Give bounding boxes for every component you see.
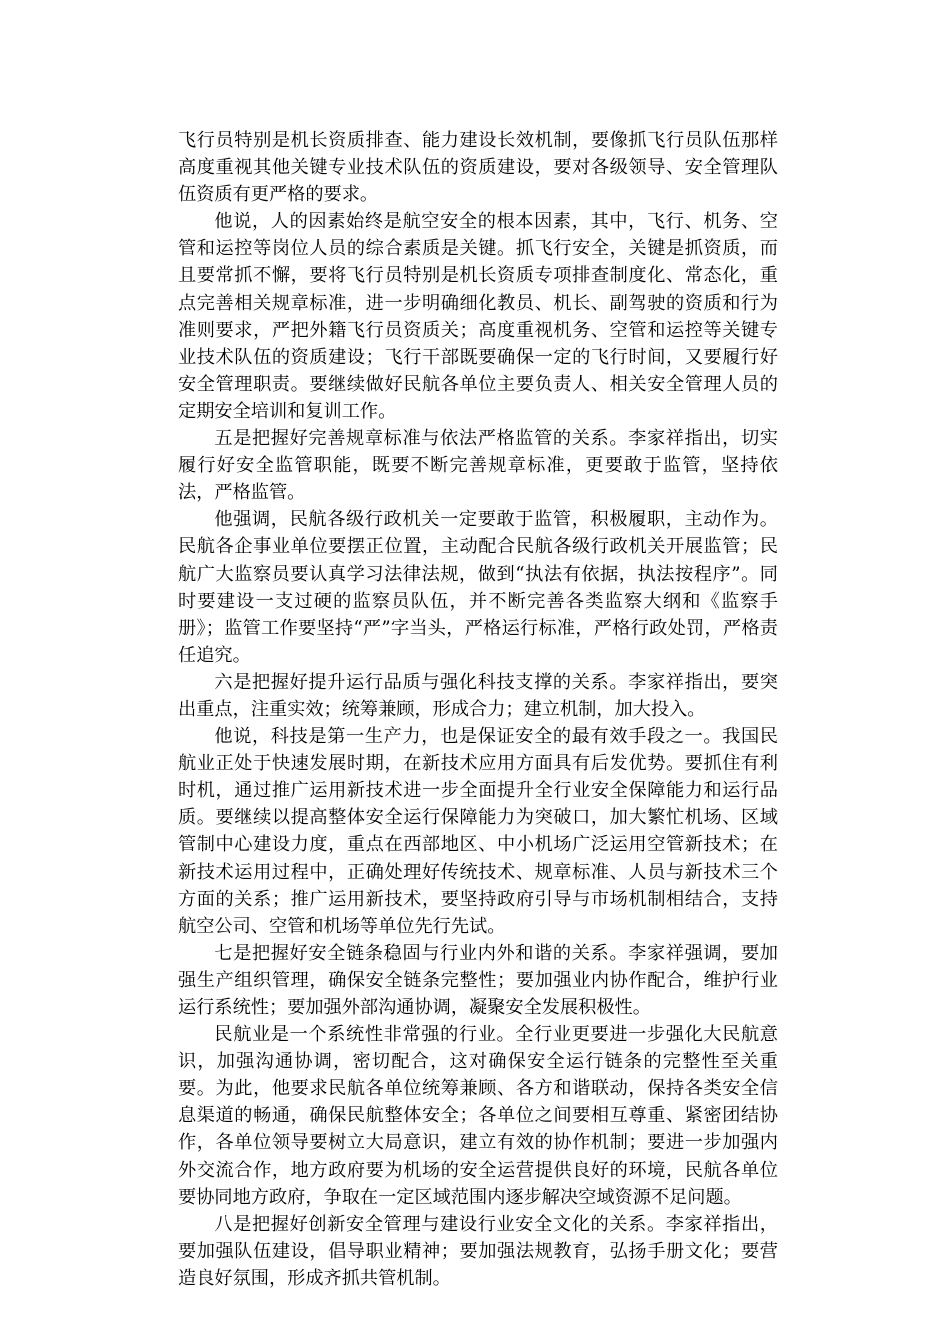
paragraph-8: 民航业是一个系统性非常强的行业。全行业更要进一步强化大民航意识，加强沟通协调，密切配合，这对确保安全运行链条的完整性至关重要。为此，他要求民航各单位统筹兼顾、各方和谐联动，保持各类安全信息渠道的畅通，确保民航整体安全；各单位之间要相互尊重、紧密团结协作，各单位领导要树立大局意识，建立有效的协作机制；要进一步加强内外交流合作，地方政府要为机场的安全运营提供良好的环境，民航各单位要协同地方政府，争取在一定区域范围内逐步解决空域资源不足问题。 xyxy=(178,1024,778,1208)
document-page xyxy=(178,127,778,1292)
paragraph-5: 六是把握好提升运行品质与强化科技支撑的关系。李家祥指出，要突出重点，注重实效；统筹兼顾，形成合力；建立机制，加大投入。 xyxy=(178,671,778,720)
paragraph-9: 八是把握好创新安全管理与建设行业安全文化的关系。李家祥指出，要加强队伍建设，倡导职业精神；要加强法规教育，弘扬手册文化；要营造良好氛围，形成齐抓共管机制。 xyxy=(178,1213,778,1289)
paragraph-7: 七是把握好安全链条稳固与行业内外和谐的关系。李家祥强调，要加强生产组织管理，确保安全链条完整性；要加强业内协作配合，维护行业运行系统性；要加强外部沟通协调，凝聚安全发展积极性。 xyxy=(178,942,778,1018)
paragraph-4: 他强调，民航各级行政机关一定要敢于监管，积极履职，主动作为。民航各企事业单位要摆正位置，主动配合民航各级行政机关开展监管；民航广大监察员要认真学习法律法规，做到“执法有依据，执法按程序”。同时要建设一支过硬的监察员队伍，并不断完善各类监察大纲和《监察手册》；监管工作要坚持“严”字当头，严格运行标准，严格行政处罚，严格责任追究。 xyxy=(178,509,778,666)
paragraph-2: 他说，人的因素始终是航空安全的根本因素，其中，飞行、机务、空管和运控等岗位人员的综合素质是关键。抓飞行安全，关键是抓资质，而且要常抓不懈，要将飞行员特别是机长资质专项排查制度化、常态化，重点完善相关规章标准，进一步明确细化教员、机长、副驾驶的资质和行为准则要求，严把外籍飞行员资质关；高度重视机务、空管和运控等关键专业技术队伍的资质建设；飞行干部既要确保一定的飞行时间，又要履行好安全管理职责。要继续做好民航各单位主要负责人、相关安全管理人员的定期安全培训和复训工作。 xyxy=(178,211,778,422)
paragraph-1: 飞行员特别是机长资质排查、能力建设长效机制，要像抓飞行员队伍那样高度重视其他关键专业技术队伍的资质建设，要对各级领导、安全管理队伍资质有更严格的要求。 xyxy=(178,130,778,206)
paragraph-6: 他说，科技是第一生产力，也是保证安全的最有效手段之一。我国民航业正处于快速发展时期，在新技术应用方面具有后发优势。要抓住有利时机，通过推广运用新技术进一步全面提升全行业安全保障能力和运行品质。要继续以提高整体安全运行保障能力为突破口，加大繁忙机场、区域管制中心建设力度，重点在西部地区、中小机场广泛运用空管新技术；在新技术运用过程中，正确处理好传统技术、规章标准、人员与新技术三个方面的关系；推广运用新技术，要坚持政府引导与市场机制相结合，支持航空公司、空管和机场等单位先行先试。 xyxy=(178,726,778,937)
paragraph-3: 五是把握好完善规章标准与依法严格监管的关系。李家祥指出，切实履行好安全监管职能，既要不断完善规章标准，更要敢于监管，坚持依法，严格监管。 xyxy=(178,428,778,504)
